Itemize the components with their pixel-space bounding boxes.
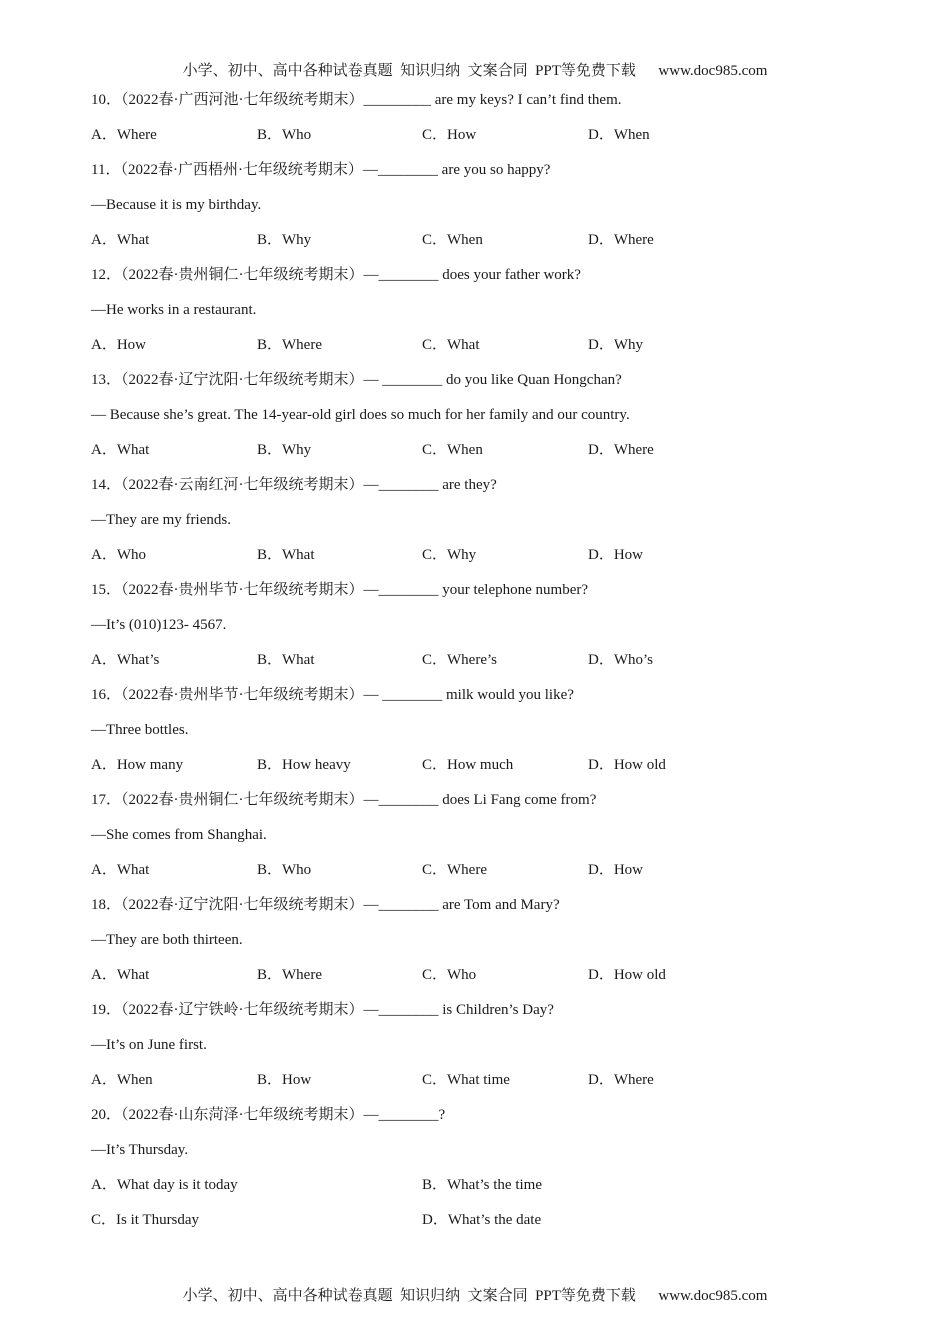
question-stem: 16．（2022春·贵州毕节·七年级统考期末）— ________ milk would you like? bbox=[91, 687, 574, 703]
question-stem: 17．（2022春·贵州铜仁·七年级统考期末）—________ does Li Fang come from? bbox=[91, 792, 597, 808]
question-stem: 10．（2022春·广西河池·七年级统考期末）_________ are my keys? I can’t find them. bbox=[91, 92, 622, 108]
option-a[interactable]: A．What bbox=[91, 967, 150, 983]
question-12 bbox=[91, 258, 891, 363]
question-15 bbox=[91, 573, 891, 678]
question-13 bbox=[91, 363, 891, 468]
option-a[interactable]: A．What’s bbox=[91, 652, 160, 668]
question-stem: 12．（2022春·贵州铜仁·七年级统考期末）—________ does your father work? bbox=[91, 267, 581, 283]
question-response: —It’s (010)123- 4567. bbox=[91, 617, 227, 633]
question-response: —They are my friends. bbox=[91, 512, 231, 528]
question-stem: 15．（2022春·贵州毕节·七年级统考期末）—________ your telephone number? bbox=[91, 582, 589, 598]
question-response: —It’s on June first. bbox=[91, 1037, 207, 1053]
option-c[interactable]: C．How much bbox=[422, 757, 514, 773]
option-d[interactable]: D．How old bbox=[588, 967, 666, 983]
option-c[interactable]: C．What time bbox=[422, 1072, 510, 1088]
option-d[interactable]: D．Where bbox=[588, 232, 654, 248]
answer-options bbox=[91, 1203, 891, 1238]
answer-options bbox=[91, 748, 891, 783]
option-d[interactable]: D．Why bbox=[588, 337, 643, 353]
page-header: 小学、初中、高中各种试卷真题 知识归纳 文案合同 PPT等免费下载 www.doc985.com bbox=[182, 63, 768, 79]
option-c[interactable]: C．When bbox=[422, 442, 483, 458]
option-b[interactable]: B．How heavy bbox=[257, 757, 351, 773]
option-c[interactable]: C．Why bbox=[422, 547, 477, 563]
answer-options bbox=[91, 223, 891, 258]
question-response: —She comes from Shanghai. bbox=[91, 827, 267, 843]
question-response: —They are both thirteen. bbox=[91, 932, 243, 948]
question-19 bbox=[91, 993, 891, 1098]
answer-options bbox=[91, 643, 891, 678]
question-response: — Because she’s great. The 14-year-old girl does so much for her family and our country. bbox=[91, 407, 630, 423]
option-a[interactable]: A．Who bbox=[91, 547, 146, 563]
option-b[interactable]: B．What’s the time bbox=[422, 1177, 542, 1193]
answer-options bbox=[91, 1168, 891, 1203]
question-18 bbox=[91, 888, 891, 993]
option-d[interactable]: D．What’s the date bbox=[422, 1212, 542, 1228]
option-d[interactable]: D．Where bbox=[588, 442, 654, 458]
option-d[interactable]: D．How old bbox=[588, 757, 666, 773]
option-a[interactable]: A．What day is it today bbox=[91, 1177, 238, 1193]
question-16 bbox=[91, 678, 891, 783]
question-response: —He works in a restaurant. bbox=[91, 302, 257, 318]
answer-options bbox=[91, 1063, 891, 1098]
answer-options bbox=[91, 328, 891, 363]
question-response: —Three bottles. bbox=[91, 722, 189, 738]
page-footer: 小学、初中、高中各种试卷真题 知识归纳 文案合同 PPT等免费下载 www.doc985.com bbox=[182, 1288, 768, 1304]
question-stem: 18．（2022春·辽宁沈阳·七年级统考期末）—________ are Tom and Mary? bbox=[91, 897, 560, 913]
option-a[interactable]: A．What bbox=[91, 862, 150, 878]
question-stem: 11．（2022春·广西梧州·七年级统考期末）—________ are you so happy? bbox=[91, 162, 551, 178]
option-a[interactable]: A．Where bbox=[91, 127, 157, 143]
question-stem: 20．（2022春·山东菏泽·七年级统考期末）—________? bbox=[91, 1107, 446, 1123]
question-list bbox=[91, 83, 891, 1238]
question-response: —Because it is my birthday. bbox=[91, 197, 262, 213]
option-d[interactable]: D．When bbox=[588, 127, 650, 143]
option-d[interactable]: D．How bbox=[588, 862, 643, 878]
option-d[interactable]: D．Who’s bbox=[588, 652, 653, 668]
answer-options bbox=[91, 958, 891, 993]
option-b[interactable]: B．What bbox=[257, 547, 315, 563]
option-a[interactable]: A．What bbox=[91, 232, 150, 248]
option-b[interactable]: B．Why bbox=[257, 232, 312, 248]
option-a[interactable]: A．How bbox=[91, 337, 146, 353]
option-c[interactable]: C．How bbox=[422, 127, 477, 143]
option-a[interactable]: A．What bbox=[91, 442, 150, 458]
question-stem: 19．（2022春·辽宁铁岭·七年级统考期末）—________ is Children’s Day? bbox=[91, 1002, 554, 1018]
question-11 bbox=[91, 153, 891, 258]
answer-options bbox=[91, 853, 891, 888]
question-stem: 14．（2022春·云南红河·七年级统考期末）—________ are they? bbox=[91, 477, 497, 493]
question-17 bbox=[91, 783, 891, 888]
answer-options bbox=[91, 538, 891, 573]
option-d[interactable]: D．Where bbox=[588, 1072, 654, 1088]
question-10 bbox=[91, 83, 891, 153]
question-14 bbox=[91, 468, 891, 573]
option-b[interactable]: B．What bbox=[257, 652, 315, 668]
option-b[interactable]: B．Where bbox=[257, 337, 322, 353]
option-c[interactable]: C．What bbox=[422, 337, 480, 353]
option-b[interactable]: B．Why bbox=[257, 442, 312, 458]
option-c[interactable]: C．Where bbox=[422, 862, 487, 878]
option-b[interactable]: B．How bbox=[257, 1072, 312, 1088]
option-a[interactable]: A．How many bbox=[91, 757, 184, 773]
question-stem: 13．（2022春·辽宁沈阳·七年级统考期末）— ________ do you like Quan Hongchan? bbox=[91, 372, 622, 388]
question-response: —It’s Thursday. bbox=[91, 1142, 189, 1158]
option-c[interactable]: C．Who bbox=[422, 967, 477, 983]
answer-options bbox=[91, 118, 891, 153]
question-20 bbox=[91, 1098, 891, 1238]
option-c[interactable]: C．Is it Thursday bbox=[91, 1212, 200, 1228]
option-c[interactable]: C．Where’s bbox=[422, 652, 497, 668]
answer-options bbox=[91, 433, 891, 468]
option-d[interactable]: D．How bbox=[588, 547, 643, 563]
option-a[interactable]: A．When bbox=[91, 1072, 153, 1088]
option-c[interactable]: C．When bbox=[422, 232, 483, 248]
option-b[interactable]: B．Where bbox=[257, 967, 322, 983]
option-b[interactable]: B．Who bbox=[257, 862, 312, 878]
option-b[interactable]: B．Who bbox=[257, 127, 312, 143]
